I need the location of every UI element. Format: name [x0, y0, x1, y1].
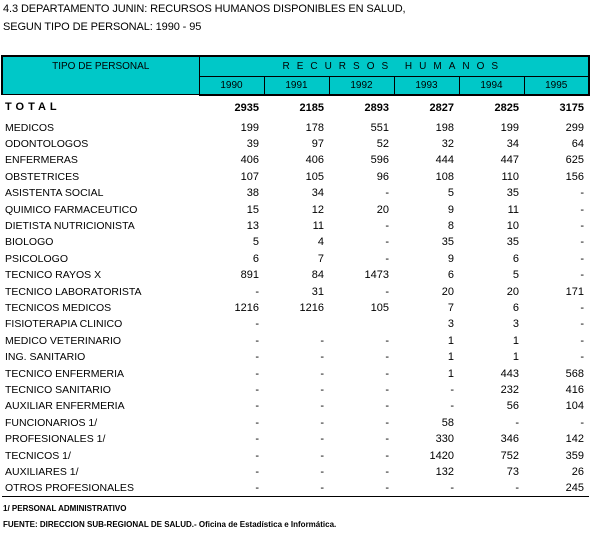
table-row [2, 431, 589, 447]
row-value: 1 [447, 367, 454, 380]
row-value: 6 [512, 252, 519, 265]
row-value: 1420 [429, 449, 454, 462]
row-value: 32 [441, 138, 454, 151]
table-row [2, 152, 589, 168]
row-value: 8 [447, 220, 454, 233]
row-value: 406 [305, 154, 324, 167]
row-value: 568 [565, 367, 585, 380]
row-value: 56 [506, 400, 519, 413]
row-value: 199 [240, 121, 259, 134]
row-value: - [385, 285, 389, 298]
row-value: 12 [311, 203, 324, 216]
row-value: 20 [441, 285, 454, 298]
row-label: MEDICOS [5, 121, 55, 134]
total-value: 2185 [299, 101, 324, 114]
row-value: 35 [506, 187, 519, 200]
table-row [2, 464, 589, 480]
year-header: 1995 [524, 77, 589, 95]
row-label: ENFERMERAS [5, 154, 78, 167]
row-value: - [320, 400, 324, 413]
row-label: ODONTOLOGOS [5, 138, 89, 151]
row-value: 596 [370, 154, 389, 167]
row-value: - [394, 480, 459, 497]
row-value: 444 [435, 154, 454, 167]
row-value: 198 [435, 121, 454, 134]
row-value: 359 [565, 449, 585, 462]
row-value: - [385, 383, 389, 396]
row-value: - [580, 220, 585, 233]
row-value: - [385, 334, 389, 347]
row-value: 108 [435, 170, 454, 183]
year-header: 1991 [264, 77, 329, 95]
row-value: - [329, 480, 394, 497]
row-value: 110 [501, 170, 519, 183]
row-value: - [255, 465, 259, 478]
row-value: 443 [500, 367, 519, 380]
row-value: - [580, 334, 585, 347]
source-text: Oficina de Estadística e Informática. [198, 520, 337, 529]
resources-table [1, 55, 590, 497]
footnote: 1/ PERSONAL ADMINISTRATIVO [3, 504, 127, 513]
row-value: 35 [441, 236, 454, 249]
year-header: 1993 [394, 77, 459, 95]
row-value: 20 [506, 285, 519, 298]
row-value: 132 [435, 465, 454, 478]
table-row [2, 333, 589, 349]
row-value: - [580, 252, 585, 265]
table-row [2, 300, 589, 316]
row-value: 39 [246, 138, 259, 151]
row-value: - [320, 367, 324, 380]
row-value: - [385, 433, 389, 446]
row-value: - [255, 318, 259, 331]
table-row [2, 365, 589, 381]
row-value: 31 [311, 285, 324, 298]
row-value: - [255, 285, 259, 298]
row-value: 96 [376, 170, 389, 183]
row-value: 416 [565, 383, 585, 396]
row-label: PROFESIONALES 1/ [5, 433, 106, 446]
row-value: 13 [246, 220, 259, 233]
row-value: 1216 [234, 301, 259, 314]
row-label: FUNCIONARIOS 1/ [5, 416, 98, 429]
row-value: 73 [506, 465, 519, 478]
row-value: 5 [447, 187, 454, 200]
row-value: - [255, 367, 259, 380]
row-value: 58 [441, 416, 454, 429]
row-value: - [580, 203, 585, 216]
row-value: 84 [311, 269, 324, 282]
row-label: PSICOLOGO [5, 252, 69, 265]
row-label: AUXILIAR ENFERMERIA [5, 400, 125, 413]
total-value: 2827 [429, 101, 454, 114]
row-value: 156 [565, 170, 585, 183]
row-value: 15 [246, 203, 259, 216]
row-value: 447 [500, 154, 519, 167]
total-value: 2893 [364, 101, 389, 114]
row-value: - [580, 236, 585, 249]
row-value: 625 [565, 154, 585, 167]
row-value: - [255, 400, 259, 413]
row-value: 1 [447, 334, 454, 347]
row-value: - [255, 433, 259, 446]
source-label: FUENTE: DIRECCION SUB-REGIONAL DE SALUD.- [3, 520, 197, 529]
table-row [2, 218, 589, 234]
row-label: TECNICO RAYOS X [5, 269, 102, 282]
row-value: - [385, 252, 389, 265]
year-header: 1994 [459, 77, 524, 95]
row-value: - [264, 480, 329, 497]
row-value: - [320, 334, 324, 347]
row-value: - [580, 318, 585, 331]
row-label: AUXILIARES 1/ [5, 465, 79, 478]
source-note [3, 520, 336, 529]
row-value: - [450, 383, 454, 396]
row-value: 6 [447, 269, 454, 282]
row-value: 891 [240, 269, 259, 282]
total-row [2, 95, 589, 120]
row-value: 178 [305, 121, 324, 134]
row-value: 7 [447, 301, 454, 314]
row-label: TECNICOS MEDICOS [5, 301, 112, 314]
table-row [2, 169, 589, 185]
row-label: TECNICO SANITARIO [5, 383, 111, 396]
row-value: 5 [252, 236, 259, 249]
row-value: - [385, 236, 389, 249]
row-value: - [515, 416, 519, 429]
row-value: 3 [447, 318, 454, 331]
table-title-line-1: 4.3 DEPARTAMENTO JUNIN: RECURSOS HUMANOS DISPONIBLES EN SALUD, [3, 3, 406, 15]
total-value: 3175 [559, 101, 585, 114]
table-row [2, 136, 589, 152]
row-value: 1 [447, 351, 454, 364]
table-row [2, 349, 589, 365]
row-value: - [385, 187, 389, 200]
row-value: 104 [565, 400, 585, 413]
row-value: 1216 [299, 301, 324, 314]
row-value: - [320, 449, 324, 462]
row-value: 34 [311, 187, 324, 200]
table-row [2, 201, 589, 217]
row-value: 4 [317, 236, 324, 249]
row-value: 5 [512, 269, 519, 282]
row-label: ASISTENTA SOCIAL [5, 187, 104, 200]
row-value: 551 [370, 121, 389, 134]
row-label: TECNICO LABORATORISTA [5, 285, 142, 298]
row-value: - [320, 465, 324, 478]
row-value: - [385, 465, 389, 478]
table-row [2, 251, 589, 267]
row-label: BIOLOGO [5, 236, 54, 249]
table-row [2, 415, 589, 431]
row-value: - [199, 480, 264, 497]
row-value: - [320, 351, 324, 364]
row-value: - [385, 351, 389, 364]
row-value: 3 [512, 318, 519, 331]
row-value: - [580, 351, 585, 364]
table-row [2, 398, 589, 414]
total-value: 2935 [234, 101, 259, 114]
year-header: 1992 [329, 77, 394, 95]
row-value: 752 [500, 449, 519, 462]
row-value: - [450, 400, 454, 413]
row-value: 38 [246, 187, 259, 200]
row-value: 9 [447, 203, 454, 216]
row-value: 299 [565, 121, 585, 134]
row-value: 20 [376, 203, 389, 216]
table-row [2, 283, 589, 299]
header-tipo-de-personal: TIPO DE PERSONAL [2, 56, 199, 95]
row-value: - [255, 351, 259, 364]
row-value: - [385, 367, 389, 380]
row-label: DIETISTA NUTRICIONISTA [5, 220, 135, 233]
row-value: 1 [512, 351, 519, 364]
row-value: 9 [447, 252, 454, 265]
table-title-line-2: SEGUN TIPO DE PERSONAL: 1990 - 95 [3, 21, 202, 33]
row-value: 142 [565, 433, 585, 446]
row-value: 107 [240, 170, 259, 183]
row-value: - [459, 480, 524, 497]
row-value: 35 [506, 236, 519, 249]
row-label: OTROS PROFESIONALES [2, 480, 199, 497]
row-value: 34 [506, 138, 519, 151]
row-value: - [385, 449, 389, 462]
row-label: TECNICO ENFERMERIA [5, 367, 125, 380]
year-header: 1990 [199, 77, 264, 95]
row-value [329, 316, 394, 332]
table-row [2, 185, 589, 201]
row-value: - [320, 416, 324, 429]
row-value: 346 [500, 433, 519, 446]
row-value: 232 [500, 383, 519, 396]
table-row [2, 316, 589, 332]
row-value [264, 316, 329, 332]
row-value: - [385, 416, 389, 429]
row-value: 64 [571, 138, 585, 151]
row-value: - [580, 416, 585, 429]
header-recursos-humanos: RECURSOS HUMANOS [199, 56, 589, 77]
row-value: 105 [305, 170, 324, 183]
row-value: 10 [506, 220, 519, 233]
row-value: 7 [317, 252, 324, 265]
total-label: TOTAL [5, 101, 61, 114]
row-value: - [385, 220, 389, 233]
table-row [2, 120, 589, 136]
row-value: 26 [571, 465, 585, 478]
row-label: TECNICOS 1/ [5, 449, 71, 462]
row-value: - [255, 449, 259, 462]
row-value: 199 [500, 121, 519, 134]
row-value: 6 [512, 301, 519, 314]
row-value: 11 [507, 203, 519, 216]
table-row [2, 267, 589, 283]
row-value: 171 [565, 285, 585, 298]
row-label: QUIMICO FARMACEUTICO [5, 203, 138, 216]
row-value: - [580, 187, 585, 200]
row-value: 105 [370, 301, 389, 314]
row-value: 52 [376, 138, 389, 151]
row-value: - [580, 301, 585, 314]
table-row [2, 447, 589, 463]
total-value: 2825 [494, 101, 519, 114]
row-value: - [320, 433, 324, 446]
row-value: 330 [435, 433, 454, 446]
row-value: 406 [240, 154, 259, 167]
row-label: ING. SANITARIO [5, 351, 86, 364]
row-value: 11 [312, 220, 324, 233]
row-value: 1 [512, 334, 519, 347]
table-row [2, 382, 589, 398]
row-value: 1473 [364, 269, 389, 282]
row-label: MEDICO VETERINARIO [5, 334, 122, 347]
row-value: - [580, 269, 585, 282]
row-value: - [255, 383, 259, 396]
row-value: - [255, 416, 259, 429]
row-value: 245 [524, 480, 589, 497]
row-value: 97 [311, 138, 324, 151]
row-value: 6 [252, 252, 259, 265]
table-row [2, 234, 589, 250]
row-value: - [320, 383, 324, 396]
table-row [2, 480, 589, 497]
row-value: - [385, 400, 389, 413]
row-label: FISIOTERAPIA CLINICO [5, 318, 123, 331]
row-label: OBSTETRICES [5, 170, 80, 183]
row-value: - [255, 334, 259, 347]
